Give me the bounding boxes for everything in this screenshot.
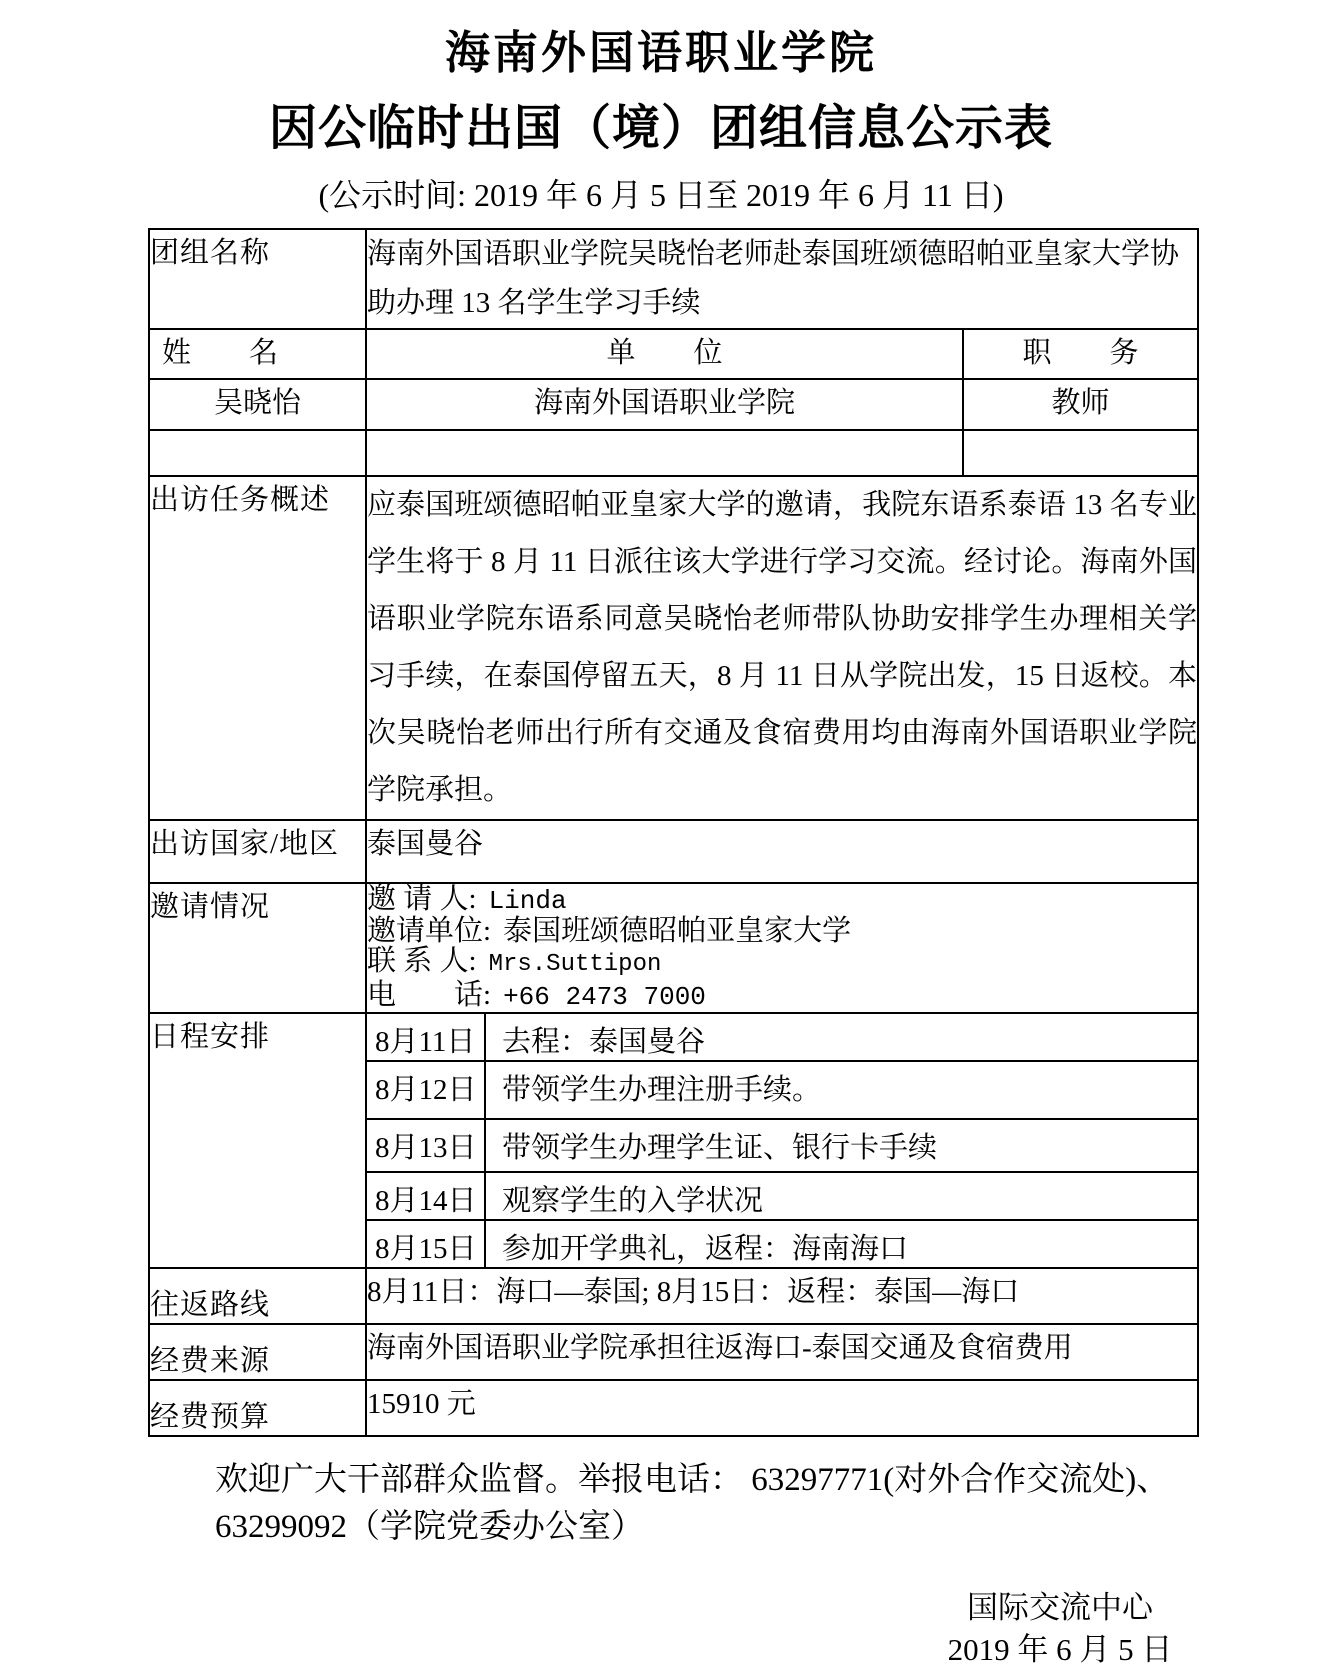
funding-source-label: 经费来源 bbox=[149, 1324, 366, 1380]
invitation-value: Mrs.Suttipon bbox=[488, 951, 662, 978]
schedule-desc: 观察学生的入学状况 bbox=[485, 1172, 1197, 1220]
schedule-table bbox=[367, 1014, 1197, 1267]
schedule-item bbox=[367, 1119, 1197, 1172]
supervision-note bbox=[215, 1457, 1215, 1551]
schedule-date: 8月11日 bbox=[367, 1014, 485, 1061]
schedule-date: 8月15日 bbox=[367, 1220, 485, 1267]
invitation-key: 邀请单位: bbox=[367, 915, 492, 947]
destination-label: 出访国家/地区 bbox=[149, 820, 366, 883]
signature-date: 2019 年 6 月 5 日 bbox=[947, 1632, 1173, 1667]
member-title bbox=[963, 430, 1198, 476]
schedule-desc: 带领学生办理注册手续。 bbox=[485, 1061, 1197, 1119]
invitation-details bbox=[366, 883, 1198, 1013]
invitation-key: 联 系 人: bbox=[367, 945, 477, 977]
destination-value: 泰国曼谷 bbox=[366, 820, 1198, 883]
schedule-date: 8月14日 bbox=[367, 1172, 485, 1220]
signature-org: 国际交流中心 bbox=[967, 1590, 1153, 1625]
invitation-value: Linda bbox=[488, 886, 567, 916]
supervision-line-1: 欢迎广大干部群众监督。举报电话： 63297771(对外合作交流处)、 bbox=[215, 1462, 1170, 1498]
unit-header: 单 位 bbox=[366, 329, 963, 379]
funding-source-value: 海南外国语职业学院承担往返海口-泰国交通及食宿费用 bbox=[366, 1324, 1198, 1380]
schedule-row bbox=[149, 1013, 1198, 1268]
doc-title: 海南外国语职业学院 bbox=[444, 28, 877, 78]
invitation-label: 邀请情况 bbox=[149, 883, 366, 1013]
schedule-item bbox=[367, 1220, 1197, 1267]
member-row bbox=[149, 379, 1198, 430]
member-title: 教师 bbox=[963, 379, 1198, 430]
name-header: 姓 名 bbox=[149, 329, 366, 379]
schedule-label: 日程安排 bbox=[149, 1013, 366, 1268]
schedule-item bbox=[367, 1172, 1197, 1220]
mission-row bbox=[149, 476, 1198, 820]
invitation-key: 电 话: bbox=[367, 979, 492, 1011]
group-name-value: 海南外国语职业学院吴晓怡老师赴泰国班颂德昭帕亚皇家大学协助办理 13 名学生学习手续 bbox=[366, 229, 1198, 329]
mission-text: 应泰国班颂德昭帕亚皇家大学的邀请，我院东语系泰语 13 名专业学生将于 8 月 11 日派往该大学进行学习交流。经讨论。海南外国语职业学院东语系同意吴晓怡老师带队协助安排学生办理相关学习手续，在泰国停留五天，8 月 11 日从学院出发，15 日返校。本次吴晓怡老师出行所有交通及食宿费用均由海南外国语职业学院学院承担。 bbox=[366, 476, 1198, 820]
budget-row bbox=[149, 1380, 1198, 1436]
route-row bbox=[149, 1268, 1198, 1324]
budget-value: 15910 元 bbox=[366, 1380, 1198, 1436]
schedule-desc: 去程：泰国曼谷 bbox=[485, 1014, 1197, 1061]
member-name bbox=[149, 430, 366, 476]
publicity-period: (公示时间: 2019 年 6 月 5 日至 2019 年 6 月 11 日) bbox=[318, 177, 1004, 213]
schedule-desc: 参加开学典礼，返程：海南海口 bbox=[502, 1233, 909, 1265]
schedule-desc: 带领学生办理学生证、银行卡手续 bbox=[485, 1119, 1197, 1172]
group-name-row bbox=[149, 229, 1198, 329]
route-value: 8月11日：海口—泰国; 8月15日：返程：泰国—海口 bbox=[366, 1268, 1198, 1324]
budget-label: 经费预算 bbox=[149, 1380, 366, 1436]
invitation-line bbox=[367, 980, 1197, 1012]
member-row-empty bbox=[149, 430, 1198, 476]
doc-subtitle: 因公临时出国（境）团组信息公示表 bbox=[268, 102, 1053, 155]
schedule-date: 8月12日 bbox=[367, 1061, 485, 1119]
member-unit bbox=[366, 430, 963, 476]
schedule-date: 8月13日 bbox=[367, 1119, 485, 1172]
funding-source-row bbox=[149, 1324, 1198, 1380]
group-name-label: 团组名称 bbox=[149, 229, 366, 329]
schedule-item bbox=[367, 1014, 1197, 1061]
invitation-line bbox=[367, 916, 1197, 946]
invitation-line bbox=[367, 946, 1197, 980]
mission-label: 出访任务概述 bbox=[149, 476, 366, 820]
invitation-line bbox=[367, 884, 1197, 916]
title-header: 职 务 bbox=[963, 329, 1198, 379]
destination-row bbox=[149, 820, 1198, 883]
schedule-cell bbox=[366, 1013, 1198, 1268]
member-name: 吴晓怡 bbox=[149, 379, 366, 430]
members-header-row bbox=[149, 329, 1198, 379]
invitation-value: 泰国班颂德昭帕亚皇家大学 bbox=[503, 915, 852, 947]
signature-block bbox=[905, 1587, 1215, 1671]
info-table bbox=[148, 228, 1199, 1437]
invitation-row bbox=[149, 883, 1198, 1013]
schedule-item bbox=[367, 1061, 1197, 1119]
route-label: 往返路线 bbox=[149, 1268, 366, 1324]
invitation-value: +66 2473 7000 bbox=[503, 982, 706, 1012]
invitation-key: 邀 请 人: bbox=[367, 883, 477, 915]
supervision-line-2: 63299092（学院党委办公室） bbox=[215, 1509, 644, 1545]
member-unit: 海南外国语职业学院 bbox=[366, 379, 963, 430]
